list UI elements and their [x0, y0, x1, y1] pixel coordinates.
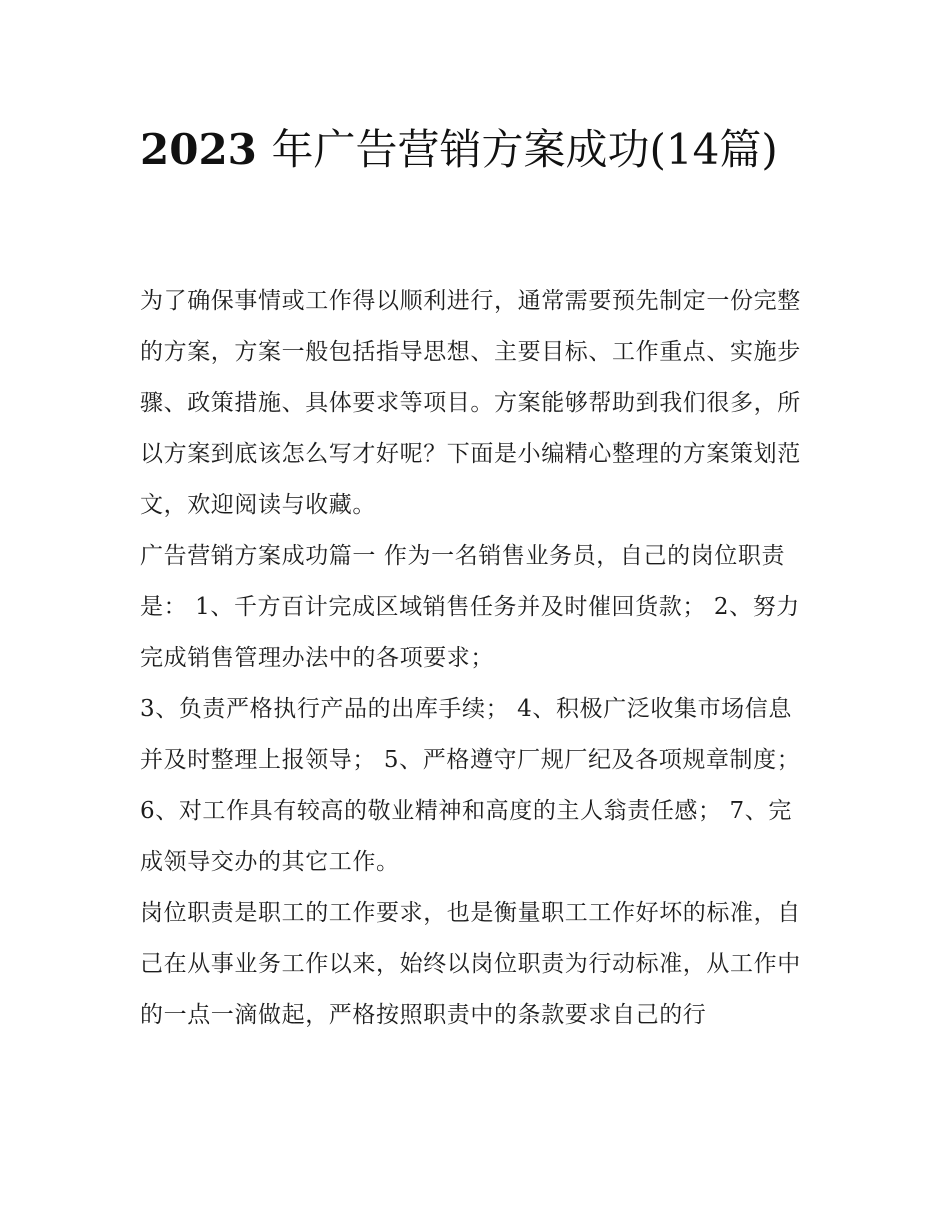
paragraph-intro: 为了确保事情或工作得以顺利进行，通常需要预先制定一份完整的方案，方案一般包括指导思想、主要目标、工作重点、实施步骤、政策措施、具体要求等项目。方案能够帮助到我们很多，所以方案到底该怎么写才好呢？下面是小编精心整理的方案策划范文，欢迎阅读与收藏。 — [140, 288, 801, 518]
title-year: 2023 — [140, 125, 257, 174]
document-title — [140, 112, 820, 188]
paragraph-duties-2: 3、负责严格执行产品的出库手续； 4、积极广泛收集市场信息并及时整理上报领导； 5、严格遵守厂规厂纪及各项规章制度； — [140, 696, 801, 773]
paragraph-duties-3: 6、对工作具有较高的敬业精神和高度的主人翁责任感； 7、完成领导交办的其它工作。 — [140, 798, 792, 875]
paragraph-duties-1: 广告营销方案成功篇一 作为一名销售业务员，自己的岗位职责是： 1、千方百计完成区域销售任务并及时催回货款； 2、努力完成销售管理办法中的各项要求； — [140, 543, 800, 671]
paragraph-responsibility: 岗位职责是职工的工作要求，也是衡量职工工作好坏的标准，自己在从事业务工作以来，始终以岗位职责为行动标准，从工作中的一点一滴做起，严格按照职责中的条款要求自己的行 — [140, 900, 801, 1028]
document-body — [140, 276, 812, 1041]
title-text: 年广告营销方案成功(14篇) — [271, 125, 778, 174]
